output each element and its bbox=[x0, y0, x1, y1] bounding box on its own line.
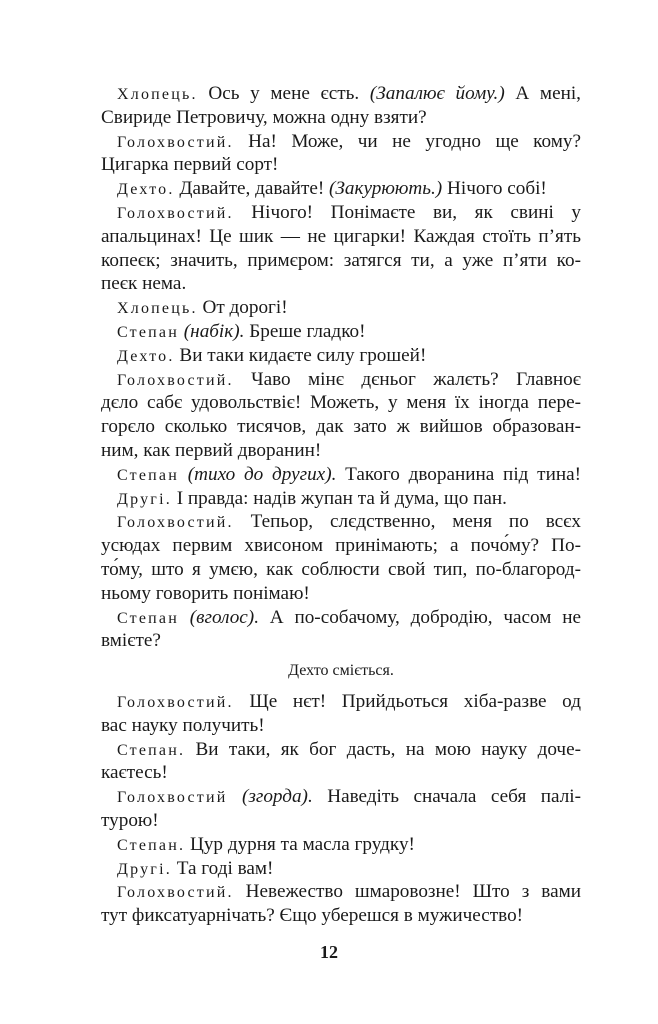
speech-text: Ви таки, як бог дасть, на мою науку доче- bbox=[185, 738, 581, 760]
speech-text: вмієте? bbox=[101, 630, 161, 652]
stage-remark: (Запалює йому.) bbox=[369, 83, 505, 104]
speech-line bbox=[101, 225, 581, 249]
page-number: 12 bbox=[320, 942, 338, 962]
speech-text: пеєк нема. bbox=[101, 273, 187, 295]
speech-line-start bbox=[101, 368, 581, 392]
speech-line-start bbox=[101, 510, 581, 534]
speech-text: апальцинах! Це шик — не цигарки! Каждая стоїть п’ять bbox=[101, 225, 581, 247]
speech-text: каєтесь! bbox=[101, 762, 168, 784]
speech-line-start bbox=[101, 463, 581, 487]
speaker-name: Степан bbox=[117, 466, 179, 484]
speech-text: то́му, што я умєю, как соблюсти свой тип, по-благород- bbox=[101, 558, 581, 580]
stage-direction: Дехто сміється. bbox=[288, 662, 394, 680]
speech-text: На! Може, чи не угодно ще кому? bbox=[233, 130, 581, 152]
stage-remark: (набік). bbox=[183, 320, 245, 342]
speech-text: А мені, bbox=[504, 83, 581, 104]
speech-line-start bbox=[101, 296, 581, 320]
speaker-name: Степан. bbox=[117, 836, 186, 854]
speaker-name: Голохвостий. bbox=[117, 133, 234, 151]
speech-text: дєло сабє удовольствіє! Можеть, у меня їх іногда пере- bbox=[101, 392, 581, 414]
speech-text bbox=[179, 607, 190, 628]
speech-line-start bbox=[101, 320, 581, 344]
speech-text: копеєк; значить, примєром: затягся ти, а уже п’яти ко- bbox=[101, 249, 581, 271]
speech-text: Такого дворанина під тина! bbox=[336, 463, 582, 485]
speech-line-start bbox=[101, 690, 581, 714]
speech-text: тут фиксатуарнічать? Єщо уберешся в мужичество! bbox=[101, 905, 524, 927]
speaker-name: Степан bbox=[117, 609, 179, 627]
stage-remark: (тихо до других). bbox=[187, 463, 337, 485]
speech-line-start bbox=[101, 344, 581, 368]
speech-text: ним, как первий дворанин! bbox=[101, 439, 322, 461]
speech-text: Нічого собі! bbox=[442, 178, 547, 200]
speaker-name: Другі. bbox=[117, 490, 172, 508]
speaker-name: Хлопець. bbox=[117, 300, 198, 318]
speech-text: Нічого! Понімаєте ви, як свині у bbox=[233, 201, 581, 223]
speech-text: Чаво мінє дєньог жалєть? Главноє bbox=[233, 368, 581, 390]
stage-remark: (вголос). bbox=[189, 606, 259, 628]
speech-line bbox=[101, 534, 581, 558]
speech-line bbox=[101, 809, 581, 833]
speaker-name: Дехто. bbox=[117, 181, 175, 199]
speaker-name: Степан. bbox=[117, 741, 186, 759]
speech-line bbox=[101, 904, 581, 928]
speech-line-start bbox=[101, 785, 581, 809]
speech-line bbox=[101, 415, 581, 439]
speech-line bbox=[101, 391, 581, 415]
speaker-name: Дехто. bbox=[117, 347, 175, 365]
speaker-name: Голохвостий. bbox=[117, 693, 234, 711]
speech-text: Наведіть сначала себя палі- bbox=[312, 786, 581, 808]
speech-text bbox=[227, 786, 241, 807]
speech-line bbox=[101, 153, 581, 177]
speaker-name: Голохвостий. bbox=[117, 884, 234, 902]
speech-text: усюдах первим хвисоном принімають; а почо́му? По- bbox=[101, 535, 581, 557]
speech-line-start bbox=[101, 833, 581, 857]
speech-text: Давайте, давайте! bbox=[174, 178, 330, 200]
speaker-name: Голохвостий. bbox=[117, 514, 234, 532]
speech-line-start bbox=[101, 857, 581, 881]
speech-line-start bbox=[101, 201, 581, 225]
stage-remark: (згорда). bbox=[241, 786, 313, 808]
speech-text: А по-собачому, добродію, часом не bbox=[259, 606, 581, 628]
speaker-name: Голохвостий. bbox=[117, 371, 234, 389]
speaker-name: Голохвостий. bbox=[117, 204, 234, 222]
speech-line bbox=[101, 714, 581, 738]
speech-line bbox=[101, 249, 581, 273]
speech-text: Тепьор, слєдственно, меня по всєх bbox=[233, 511, 581, 533]
speech-text: Ось у мене єсть. bbox=[197, 83, 370, 104]
speech-line-start bbox=[101, 130, 581, 154]
speech-line bbox=[101, 558, 581, 582]
dialogue-text bbox=[101, 82, 581, 928]
speaker-name: Голохвостий bbox=[117, 789, 228, 807]
speech-line bbox=[101, 629, 581, 653]
speech-text: Свириде Петровичу, можна одну взяти? bbox=[101, 106, 427, 128]
speech-line-start bbox=[101, 177, 581, 201]
speech-line bbox=[101, 582, 581, 606]
speaker-name: Хлопець. bbox=[117, 86, 198, 103]
speech-line-start bbox=[101, 487, 581, 511]
speaker-name: Другі. bbox=[117, 860, 172, 878]
speech-text: Та годі вам! bbox=[171, 857, 274, 879]
speech-line bbox=[101, 761, 581, 785]
speech-text bbox=[179, 464, 188, 485]
speech-text: турою! bbox=[101, 809, 159, 831]
speaker-name: Степан bbox=[117, 323, 179, 341]
speech-text: вас науку получить! bbox=[101, 714, 265, 736]
speech-text: горєло сколько тисячов, дак зато ж вийшов образован- bbox=[101, 416, 581, 438]
speech-text: Бреше гладко! bbox=[244, 320, 366, 342]
speech-text: Цур дурня та масла грудку! bbox=[185, 833, 415, 855]
speech-line-start bbox=[101, 880, 581, 904]
speech-line bbox=[101, 272, 581, 296]
speech-line-start bbox=[101, 82, 581, 106]
speech-line bbox=[101, 106, 581, 130]
speech-line bbox=[101, 439, 581, 463]
speech-text: Ви таки кидаєте силу грошей! bbox=[174, 344, 427, 366]
speech-line-start bbox=[101, 738, 581, 762]
speech-text: Цигарка первий сорт! bbox=[101, 154, 279, 176]
speech-text: Невежество шмаровозне! Што з вами bbox=[233, 881, 581, 903]
speech-text: І правда: надів жупан та й дума, що пан. bbox=[171, 487, 507, 509]
speech-text: ньому говорить понімаю! bbox=[101, 582, 310, 604]
speech-text: Ще нєт! Прийдьоться хіба-разве од bbox=[233, 690, 581, 712]
speech-text: От дорогі! bbox=[197, 297, 288, 319]
speech-line-start bbox=[101, 606, 581, 630]
stage-remark: (Закурюють.) bbox=[329, 178, 443, 200]
